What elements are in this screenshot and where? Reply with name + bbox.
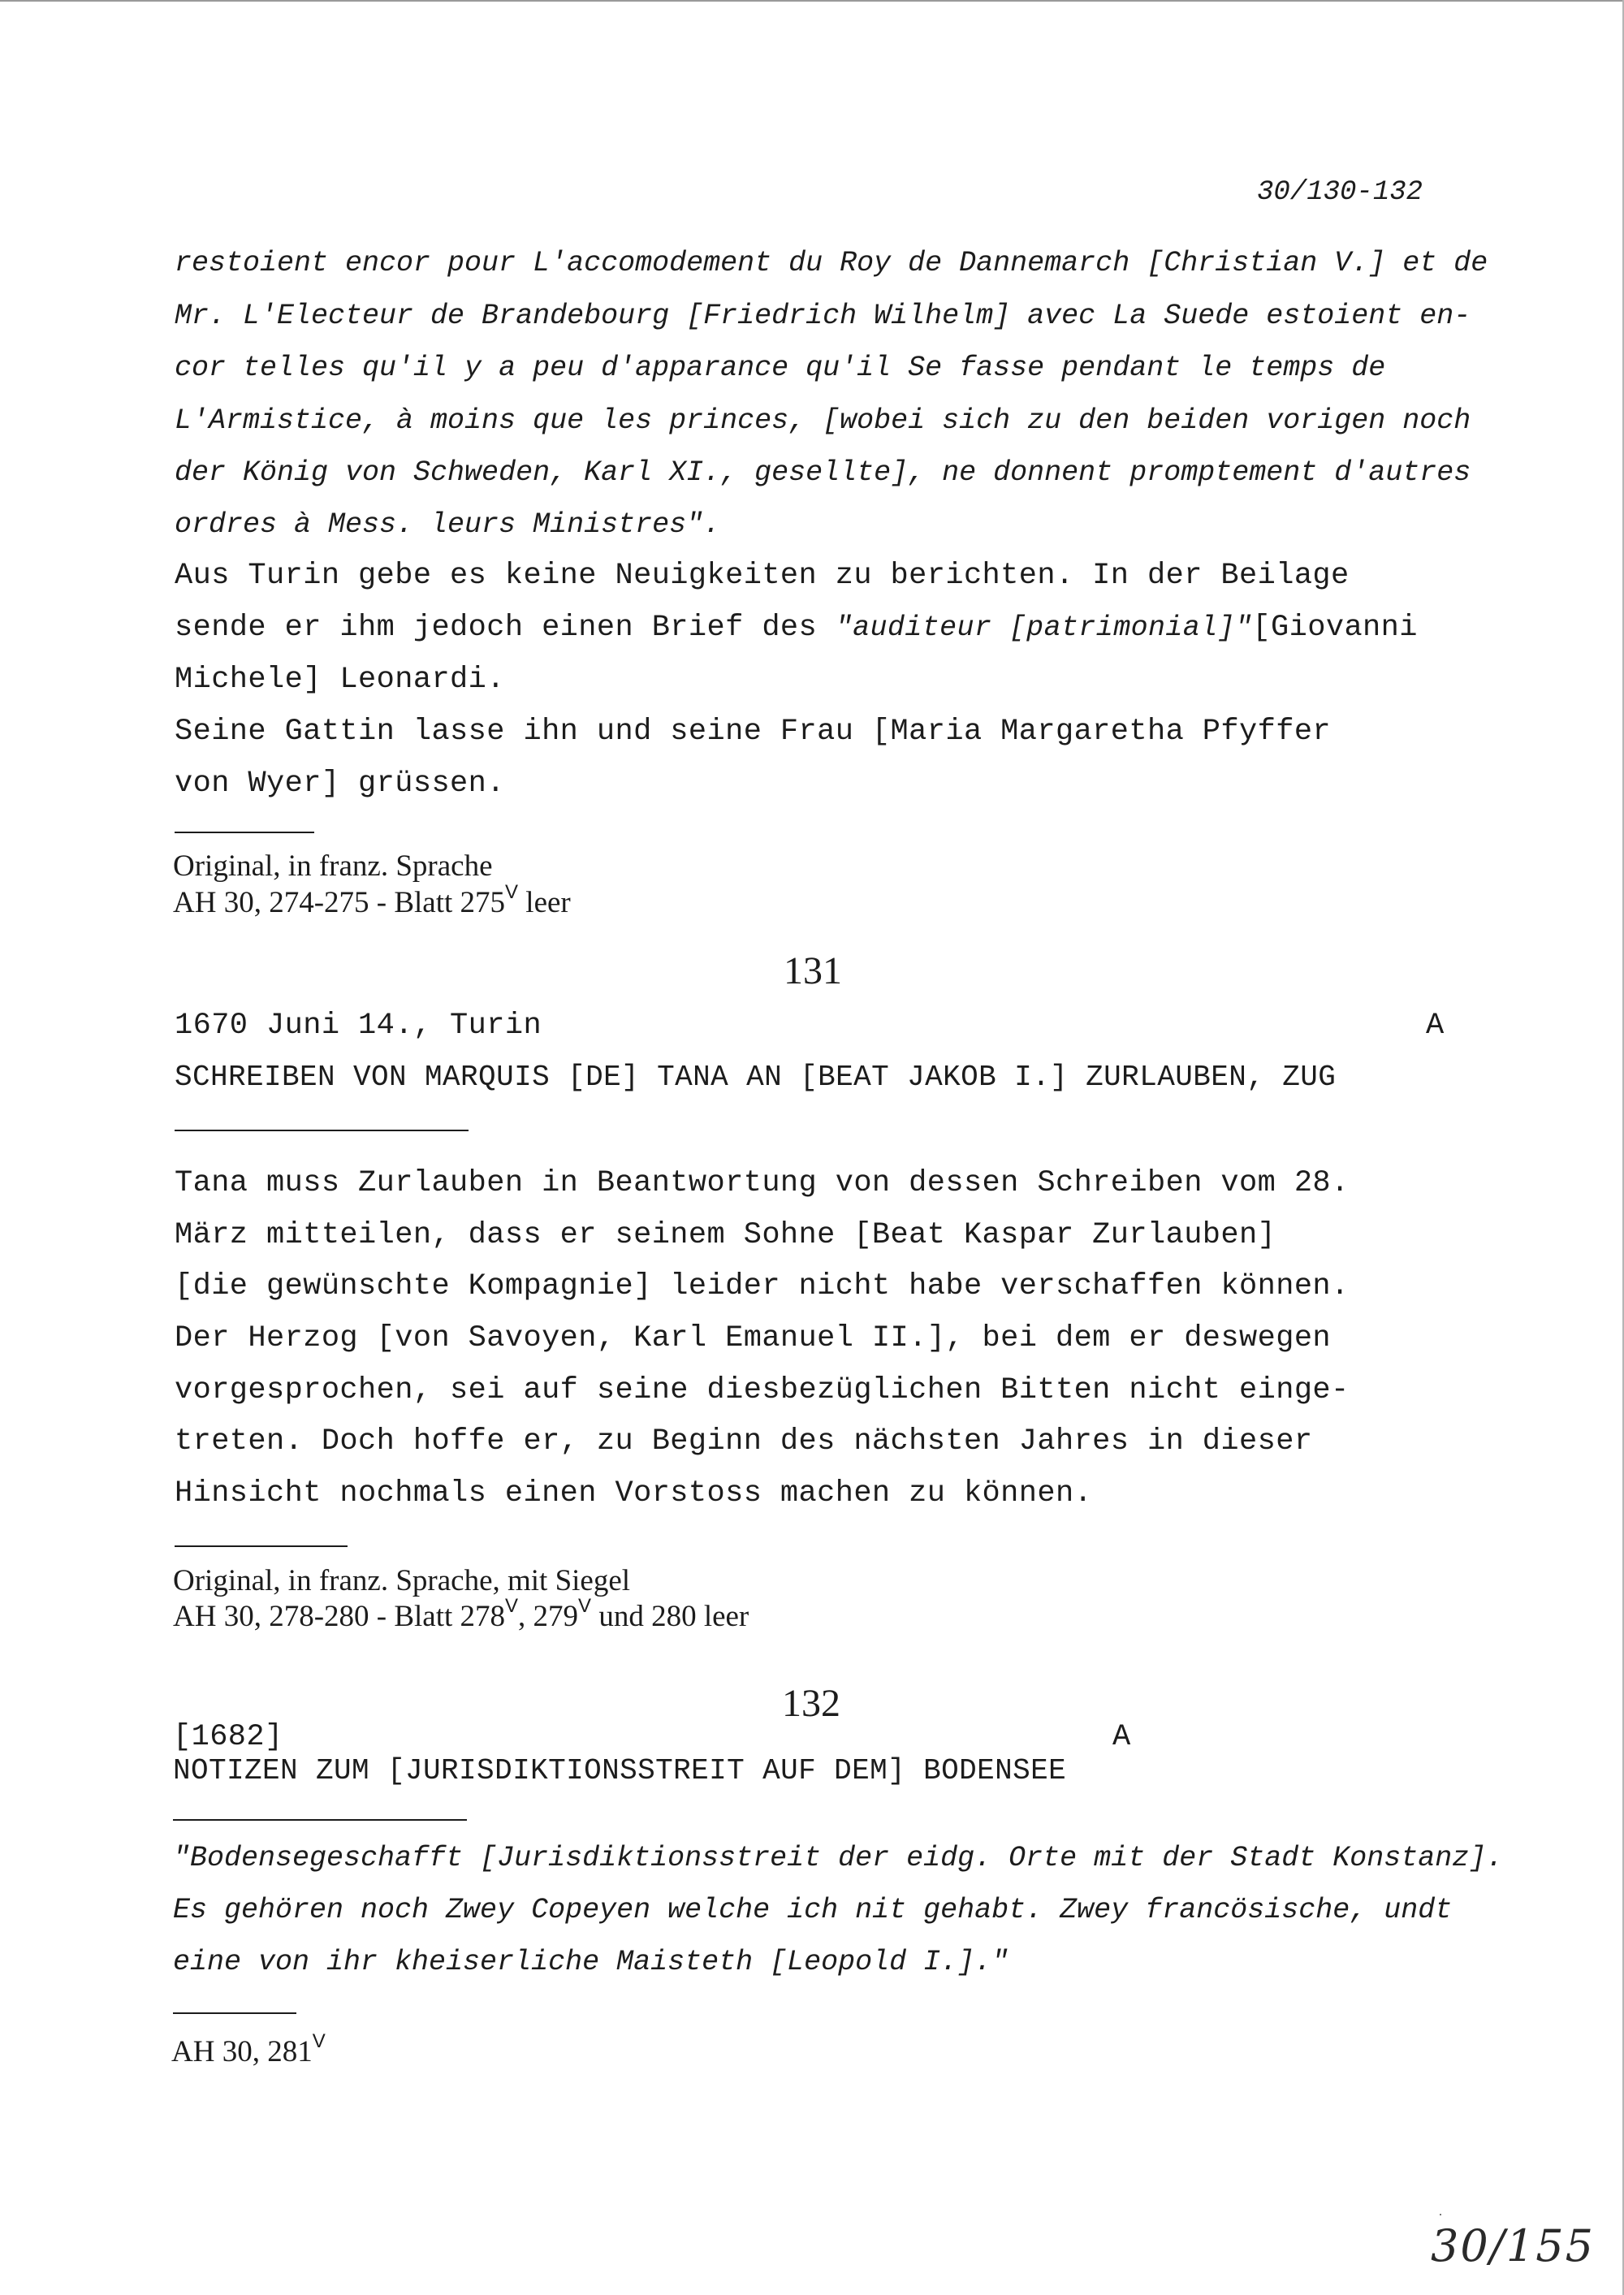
document-heading: NOTIZEN ZUM [JURISDIKTIONSSTREIT AUF DEM] BODENSEE [173,1754,1067,1787]
document-number: 132 [782,1682,840,1725]
body-line: Michele] Leonardi. [175,663,505,697]
document-number: 131 [784,949,842,992]
source-line [173,880,571,920]
handwritten-folio-number: 30/155 [1431,2220,1595,2271]
quote-line: Mr. L'Electeur de Brandebourg [Friedrich Wilhelm] avec La Suede estoient en- [175,300,1471,332]
body-line [175,611,1418,645]
body-line: von Wyer] grüssen. [175,767,505,801]
body-line: vorgesprochen, sei auf seine diesbezüglichen Bitten nicht einge- [175,1373,1350,1407]
body-line: Hinsicht nochmals einen Vorstoss machen zu können. [175,1476,1093,1511]
text-segment: AH 30, 274-275 - Blatt 275 [173,886,506,919]
separator-rule [173,1819,467,1821]
quote-line: eine von ihr kheiserliche Maisteth [Leopold I.]." [173,1946,1009,1978]
text-segment: sende er ihm jedoch einen Brief des [175,611,836,645]
text-segment: , 279 [518,1600,579,1633]
body-line: Aus Turin gebe es keine Neuigkeiten zu berichten. In der Beilage [175,559,1350,593]
verso-mark: V [578,1594,592,1617]
quote-line: cor telles qu'il y a peu d'apparance qu'il Se fasse pendant le temps de [175,352,1386,384]
verso-mark: V [312,2029,326,2052]
text-segment: AH 30, 281 [171,2035,313,2068]
text-segment: [Giovanni [1252,611,1418,645]
text-segment: leer [518,886,571,919]
quote-line: der König von Schweden, Karl XI., gesellte], ne donnent promptement d'autres [175,456,1471,489]
body-line: [die gewünschte Kompagnie] leider nicht habe verschaffen können. [175,1269,1350,1303]
body-line: Der Herzog [von Savoyen, Karl Emanuel II.], bei dem er deswegen [175,1321,1332,1355]
original-marker: A [1426,1009,1445,1043]
verso-mark: V [505,1594,519,1617]
body-line: treten. Doch hoffe er, zu Beginn des nächsten Jahres in dieser [175,1424,1313,1459]
quote-line: Es gehören noch Zwey Copeyen welche ich nit gehabt. Zwey francösische, undt [173,1894,1453,1926]
body-line: März mitteilen, dass er seinem Sohne [Beat Kaspar Zurlauben] [175,1218,1276,1252]
verso-mark: V [505,880,519,903]
quote-line: L'Armistice, à moins que les princes, [wobei sich zu den beiden vorigen noch [175,404,1471,437]
document-date: [1682] [173,1720,283,1754]
text-segment: AH 30, 278-280 - Blatt 278 [173,1600,506,1633]
page-reference: 30/130-132 [1257,177,1423,208]
body-line: Seine Gattin lasse ihn und seine Frau [Maria Margaretha Pfyffer [175,715,1332,749]
document-heading: SCHREIBEN VON MARQUIS [DE] TANA AN [BEAT JAKOB I.] ZURLAUBEN, ZUG [175,1061,1337,1094]
text-segment: und 280 leer [591,1600,749,1633]
separator-rule [175,1545,348,1547]
separator-rule [175,832,314,833]
separator-rule [175,1130,469,1131]
body-line: Tana muss Zurlauben in Beantwortung von dessen Schreiben vom 28. [175,1166,1350,1200]
quote-line: ordres à Mess. leurs Ministres". [175,508,721,541]
source-line [173,1594,749,1634]
quote-line: restoient encor pour L'accomodement du Roy de Dannemarch [Christian V.] et de [175,247,1488,279]
source-line [171,2029,326,2069]
document-date: 1670 Juni 14., Turin [175,1009,542,1043]
source-line: Original, in franz. Sprache [173,849,493,883]
original-marker: A [1112,1720,1131,1754]
scan-top-edge [0,0,1624,2]
scan-speck [1440,2214,1441,2215]
quoted-title: "auditeur [patrimonial]" [835,612,1253,644]
source-line: Original, in franz. Sprache, mit Siegel [173,1564,631,1597]
separator-rule [173,2012,296,2014]
quote-line: "Bodensegeschafft [Jurisdiktionsstreit der eidg. Orte mit der Stadt Konstanz]. [173,1842,1504,1874]
